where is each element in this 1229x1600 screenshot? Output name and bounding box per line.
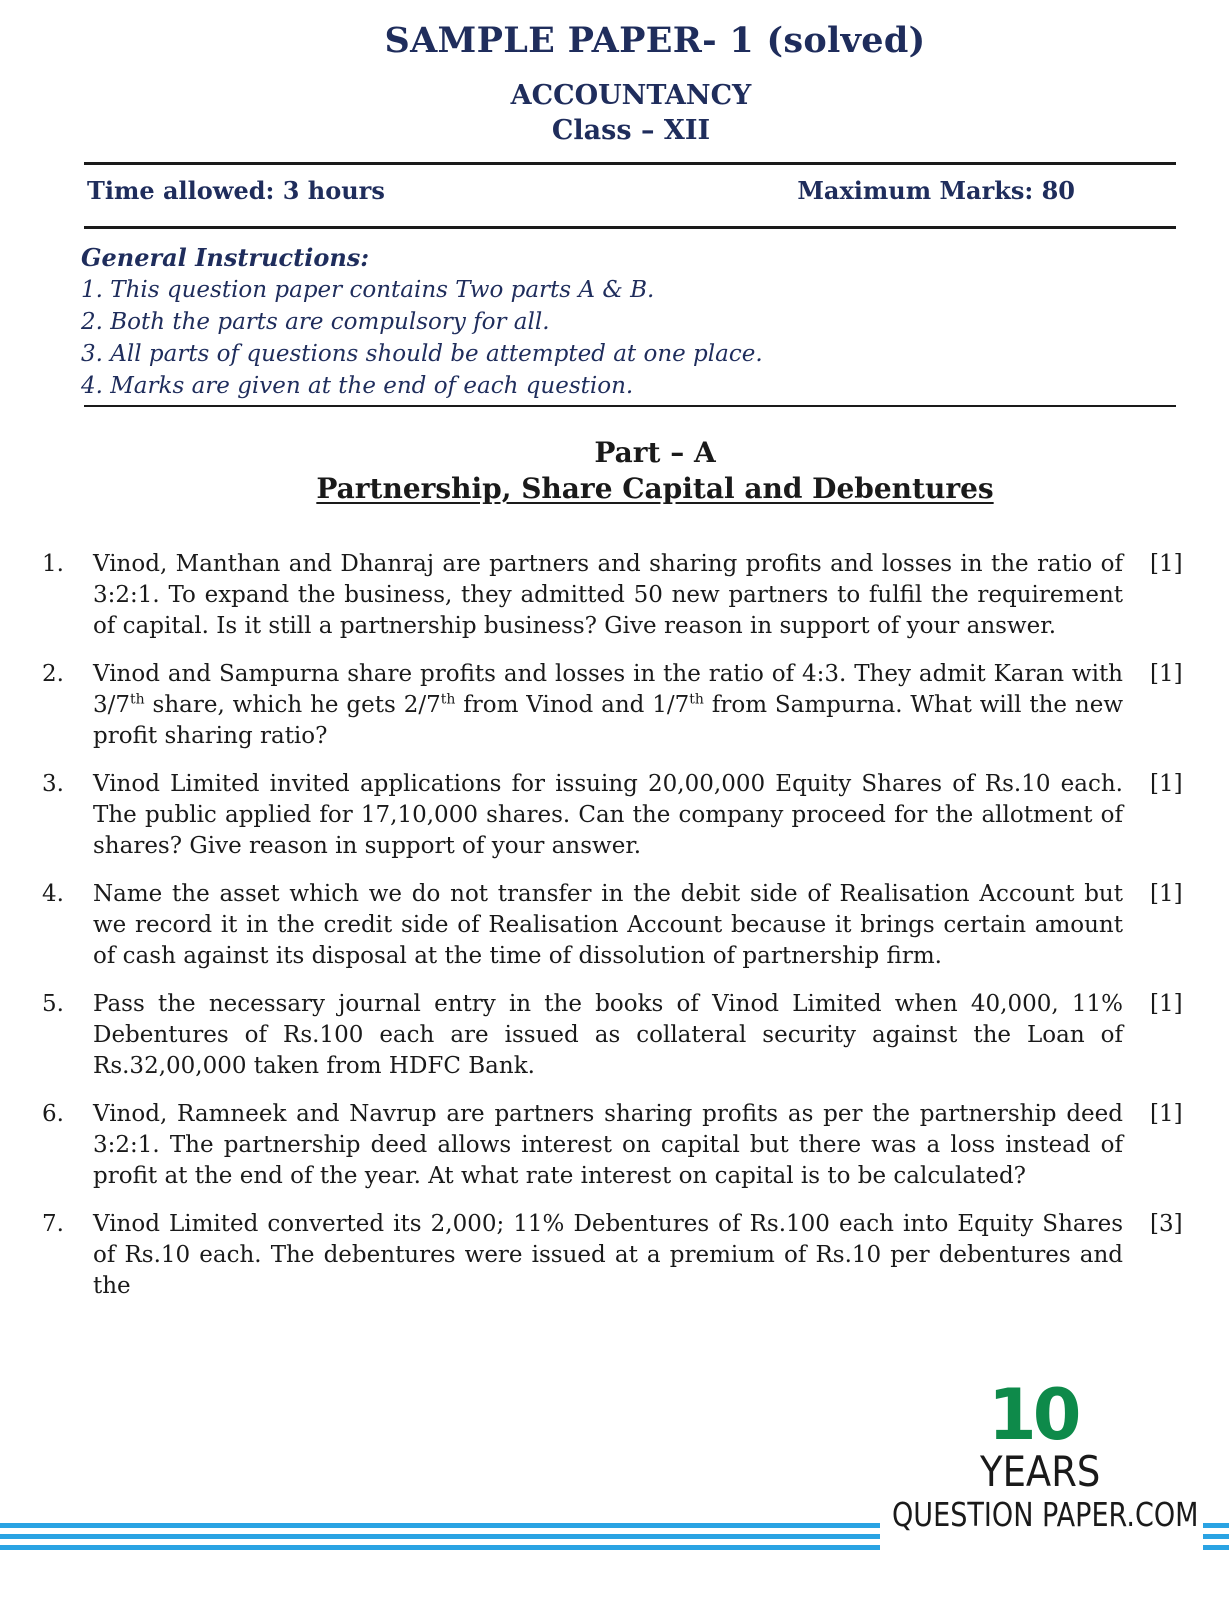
superscript: th bbox=[130, 691, 145, 708]
instruction-item: 4. Marks are given at the end of each question. bbox=[81, 373, 634, 399]
footer-stripe bbox=[0, 1534, 880, 1539]
class-heading: Class – XII bbox=[551, 115, 711, 146]
question-text-part: Vinod and Sampurna share profits and losses in the ratio of 4:3. They admit Karan with 3/7 bbox=[93, 661, 1123, 718]
instruction-item: 3. All parts of questions should be attempted at one place. bbox=[81, 341, 763, 367]
question-text: Name the asset which we do not transfer in the debit side of Realisation Account but we record it in the credit side of Realisation Account because it brings certain amount of cash against its disposal at the time of dissolution of partnership firm. bbox=[93, 881, 1123, 969]
question-item bbox=[0, 989, 1229, 1082]
divider-middle bbox=[84, 226, 1176, 229]
question-marks: [1] bbox=[1150, 991, 1183, 1017]
superscript: th bbox=[440, 691, 456, 708]
question-number: 3. bbox=[42, 771, 64, 797]
question-item bbox=[0, 879, 1229, 972]
question-number: 1. bbox=[42, 551, 64, 577]
paper-title: SAMPLE PAPER- 1 (solved) bbox=[384, 20, 926, 61]
question-item bbox=[0, 1099, 1229, 1192]
logo-number: 10 bbox=[988, 1374, 1078, 1456]
logo-site-name: QUESTION PAPER.COM bbox=[892, 1495, 1199, 1534]
question-text-part: from Vinod and 1/7 bbox=[455, 692, 690, 718]
question-marks: [1] bbox=[1150, 551, 1183, 577]
question-number: 6. bbox=[42, 1101, 64, 1127]
instructions-list bbox=[81, 275, 763, 403]
question-marks: [1] bbox=[1150, 661, 1183, 687]
question-item bbox=[0, 549, 1229, 642]
question-marks: [3] bbox=[1150, 1211, 1183, 1237]
question-number: 5. bbox=[42, 991, 64, 1017]
question-text: Vinod, Manthan and Dhanraj are partners and sharing profits and losses in the ratio of 3:2:1. To expand the business, they admitted 50 new partners to fulfil the requirement of capital. Is it still a partnership business? Give reason in support of your answer. bbox=[93, 551, 1123, 639]
question-text: Vinod, Ramneek and Navrup are partners sharing profits as per the partnership deed 3:2:1. The partnership deed allows interest on capital but there was a loss instead of profit at the end of the year. At what rate interest on capital is to be calculated? bbox=[93, 1101, 1123, 1189]
question-number: 4. bbox=[42, 881, 64, 907]
question-marks: [1] bbox=[1150, 1101, 1183, 1127]
instruction-item: 1. This question paper contains Two parts A & B. bbox=[81, 277, 655, 303]
question-marks: [1] bbox=[1150, 771, 1183, 797]
question-list bbox=[0, 549, 1229, 1319]
question-text-part: from Sampurna. What will the new profit sharing ratio? bbox=[93, 692, 1124, 749]
instructions-title: General Instructions: bbox=[81, 243, 370, 272]
question-marks: [1] bbox=[1150, 881, 1183, 907]
instruction-item: 2. Both the parts are compulsory for all. bbox=[81, 309, 550, 335]
question-item bbox=[0, 769, 1229, 862]
logo-years: YEARS bbox=[980, 1447, 1101, 1496]
question-number: 7. bbox=[42, 1211, 64, 1237]
time-allowed: Time allowed: 3 hours bbox=[87, 176, 385, 205]
question-item bbox=[0, 1209, 1229, 1302]
question-text: Vinod Limited invited applications for issuing 20,00,000 Equity Shares of Rs.10 each. The public applied for 17,10,000 shares. Can the company proceed for the allotment of shares? Give reason in support of your answer. bbox=[93, 771, 1123, 859]
maximum-marks: Maximum Marks: 80 bbox=[797, 176, 1075, 205]
question-text-part: share, which he gets 2/7 bbox=[144, 692, 441, 718]
footer-stripe bbox=[0, 1523, 880, 1528]
question-text bbox=[93, 659, 1123, 752]
site-logo bbox=[888, 1374, 1208, 1560]
divider-top bbox=[84, 162, 1176, 165]
question-text: Pass the necessary journal entry in the books of Vinod Limited when 40,000, 11% Debentures of Rs.100 each are issued as collateral security against the Loan of Rs.32,00,000 taken from HDFC Bank. bbox=[93, 991, 1123, 1079]
part-heading: Part – A bbox=[594, 436, 716, 469]
subject-heading: ACCOUNTANCY bbox=[510, 80, 752, 111]
superscript: th bbox=[689, 691, 704, 708]
question-text: Vinod Limited converted its 2,000; 11% Debentures of Rs.100 each into Equity Shares of Rs.10 each. The debentures were issued at a premium of Rs.10 per debentures and the bbox=[93, 1211, 1123, 1299]
question-number: 2. bbox=[42, 661, 64, 687]
part-subheading: Partnership, Share Capital and Debentures bbox=[316, 472, 994, 505]
footer-stripe bbox=[0, 1545, 880, 1550]
divider-bottom bbox=[84, 405, 1176, 407]
question-item bbox=[0, 659, 1229, 752]
